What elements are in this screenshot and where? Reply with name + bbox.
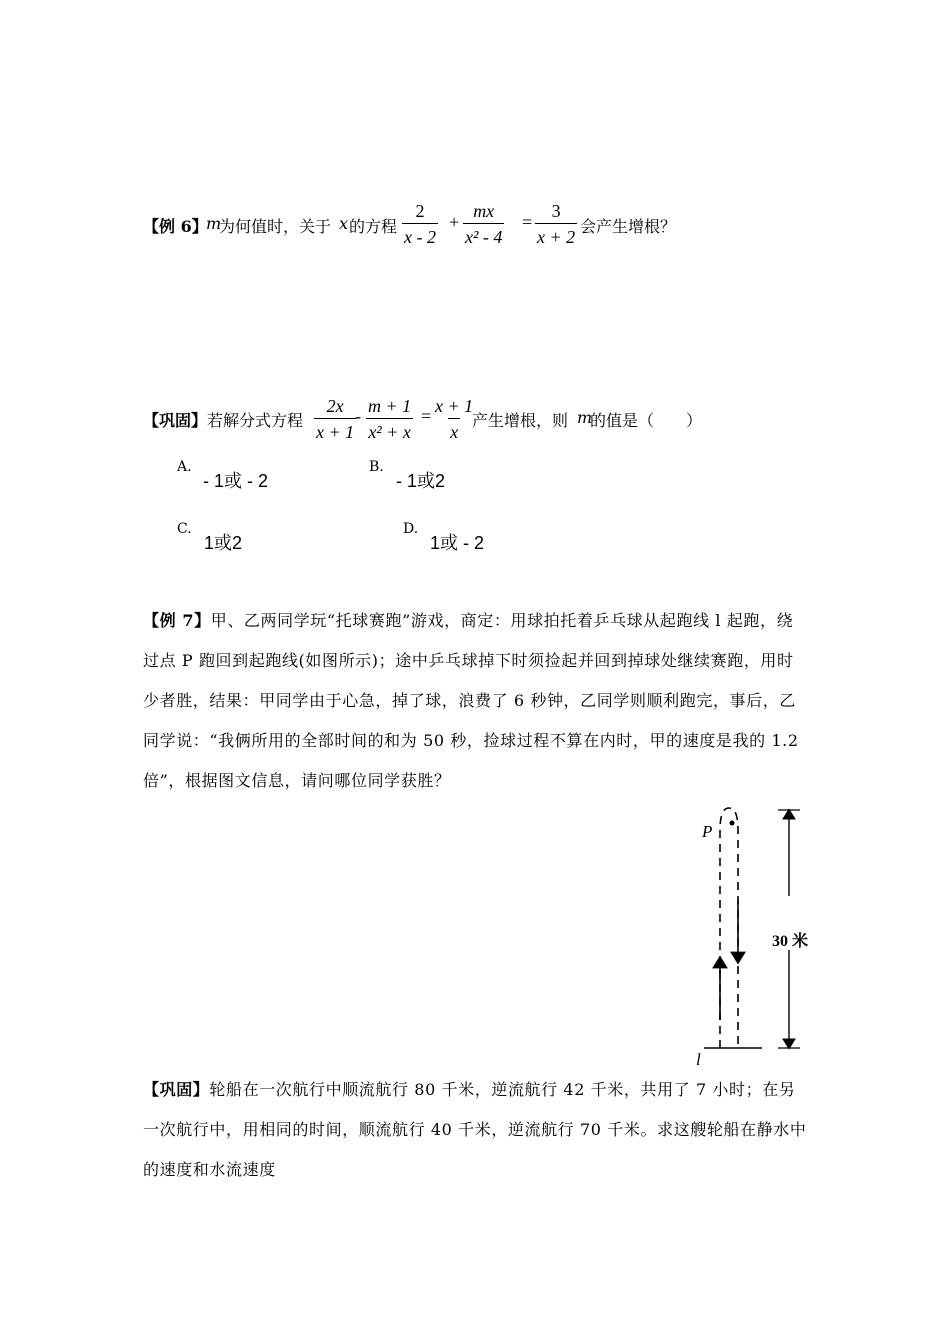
fraction [535, 202, 577, 246]
denominator: x² - 4 [463, 223, 504, 246]
option-b-letter: B. [369, 459, 384, 475]
example-6-text: 为何值时，关于 [219, 217, 332, 236]
numerator: 2 [415, 201, 425, 221]
fraction [402, 202, 438, 246]
example-6-text: 的方程 [349, 217, 398, 236]
equals-sign: = [522, 212, 533, 232]
denominator: x + 1 [314, 418, 356, 441]
option-d-value: 1或 - 2 [430, 533, 485, 553]
running-path [720, 808, 738, 1048]
distance-label: 30 米 [772, 933, 809, 950]
example-6-text: 会产生增根？ [580, 217, 677, 236]
equals-sign: = [421, 406, 432, 426]
numerator: 3 [551, 201, 561, 221]
start-line-label: l [696, 1050, 701, 1069]
consolidation-2 [143, 1070, 808, 1190]
minus-sign: - [355, 406, 361, 426]
denominator: x² + x [366, 418, 413, 441]
denominator: x [448, 418, 460, 441]
consolidation-label: 【巩固】 [143, 411, 208, 430]
fraction [433, 397, 475, 441]
example-7 [143, 601, 808, 801]
variable-m: m [577, 408, 593, 427]
consolidation-label: 【巩固】 [143, 1080, 210, 1099]
numerator: mx [473, 201, 495, 221]
option-b-value: - 1或2 [396, 471, 446, 491]
fraction [366, 397, 413, 441]
consolidation-text: 轮船在一次航行中顺流航行 80 千米，逆流航行 42 千米，共用了 7 小时；在另一次航行中，用相同的时间，顺流航行 40 千米，逆流航行 70 千米。求这艘轮船在静水中的速度和水流速度 [143, 1080, 807, 1179]
example-7-text: 甲、乙两同学玩“托球赛跑”游戏，商定：用球拍托着乒乓球从起跑线 l 起跑，绕过点 P 跑回到起跑线(如图所示)；途中乒乓球掉下时须捡起并回到掉球处继续赛跑，用时少者胜，结果：甲同学由于心急，掉了球，浪费了 6 秒钟，乙同学则顺利跑完，事后，乙同学说：“我俩所用的全部时间的和为 50 秒，捡球过程不算在内时，甲的速度是我的 1.2 倍”，根据图文信息，请问哪位同学获胜？ [143, 611, 799, 790]
consolidation-text: 的值是（ ） [590, 411, 703, 430]
variable-x: x [339, 214, 349, 233]
example-6-label: 【例 6】 [143, 217, 208, 236]
option-a-letter: A. [177, 459, 192, 475]
variable-m: m [206, 214, 222, 233]
option-d-letter: D. [403, 521, 419, 537]
point-p-label: P [702, 822, 713, 841]
consolidation-text: 产生增根，则 [472, 411, 569, 430]
denominator: x - 2 [402, 223, 438, 246]
consolidation-text: 若解分式方程 [207, 411, 304, 430]
option-a-value: - 1或 - 2 [203, 471, 269, 491]
example-7-label: 【例 7】 [143, 611, 211, 630]
option-c-letter: C. [177, 521, 192, 537]
option-c-value: 1或2 [204, 533, 243, 553]
numerator: x + 1 [435, 396, 474, 416]
race-diagram [690, 800, 820, 1070]
point-p-dot [730, 821, 735, 826]
plus-sign: + [449, 212, 460, 232]
fraction [314, 397, 356, 441]
denominator: x + 2 [535, 223, 577, 246]
numerator: m + 1 [368, 396, 412, 416]
numerator: 2x [326, 396, 344, 416]
fraction [463, 202, 504, 246]
